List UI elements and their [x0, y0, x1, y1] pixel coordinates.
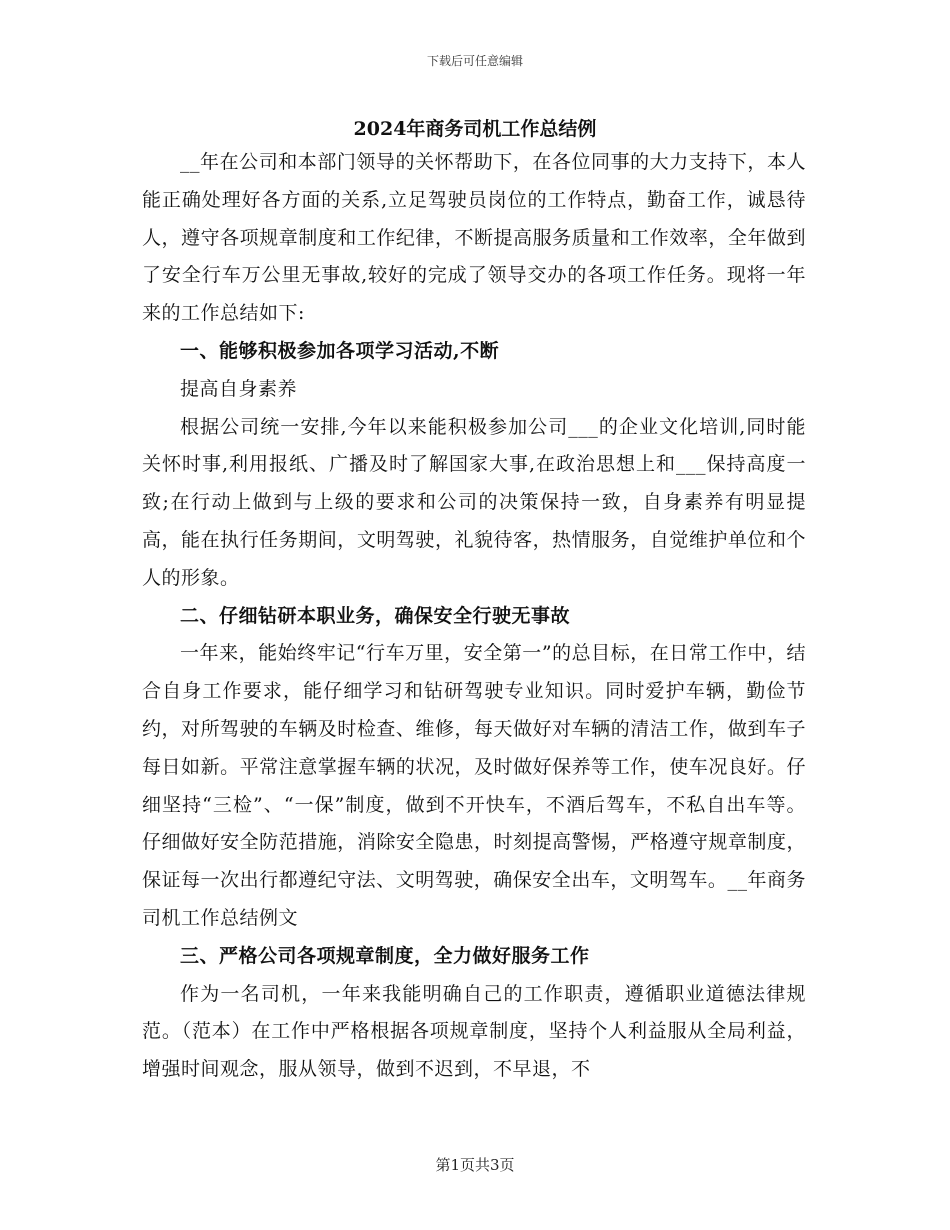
document-title: 2024年商务司机工作总结例 [353, 118, 597, 140]
paragraph-intro: __年在公司和本部门领导的关怀帮助下，在各位同事的大力支持下，本人能正确处理好各方面的关系,立足驾驶员岗位的工作特点，勤奋工作，诚恳待人，遵守各项规章制度和工作纪律，不断提高服务质量和工作效率，全年做到了安全行车万公里无事故,较好的完成了领导交办的各项工作任务。现将一年来的工作总结如下: [142, 151, 806, 325]
paragraph-section-1: 根据公司统一安排,今年以来能积极参加公司___的企业文化培训,同时能关怀时事,利用报纸、广播及时了解国家大事,在政治思想上和___保持高度一致;在行动上做到与上级的要求和公司的决策保持一致，自身素养有明显提高，能在执行任务期间，文明驾驶，礼貌待客，热情服务，自觉维护单位和个人的形象。 [142, 415, 806, 589]
document-body [142, 144, 806, 1089]
page-number: 第1页共3页 [435, 1156, 515, 1174]
paragraph-section-3: 作为一名司机，一年来我能明确自己的工作职责，遵循职业道德法律规范。（范本）在工作中严格根据各项规章制度，坚持个人利益服从全局利益，增强时间观念，服从领导，做到不迟到，不早退，不 [142, 982, 806, 1081]
section-heading-1: 一、能够积极参加各项学习活动,不断 [180, 339, 500, 362]
section-heading-3: 三、严格公司各项规章制度，全力做好服务工作 [180, 944, 590, 967]
paragraph-heading-continuation: 提高自身素养 [180, 377, 298, 400]
page-header-note: 下载后可任意编辑 [426, 54, 523, 68]
paragraph-section-2: 一年来，能始终牢记“行车万里，安全第一”的总目标，在日常工作中，结合自身工作要求，能仔细学习和钻研驾驶专业知识。同时爱护车辆，勤俭节约，对所驾驶的车辆及时检查、维修，每天做好对车辆的清洁工作，做到车子每日如新。平常注意掌握车辆的状况，及时做好保养等工作，使车况良好。仔细坚持“三检”、“一保”制度，做到不开快车，不酒后驾车，不私自出车等。仔细做好安全防范措施，消除安全隐患，时刻提高警惕，严格遵守规章制度，保证每一次出行都遵纪守法、文明驾驶，确保安全出车，文明驾车。__年商务司机工作总结例文 [142, 642, 806, 929]
section-heading-2: 二、仔细钻研本职业务，确保安全行驶无事故 [180, 604, 571, 627]
